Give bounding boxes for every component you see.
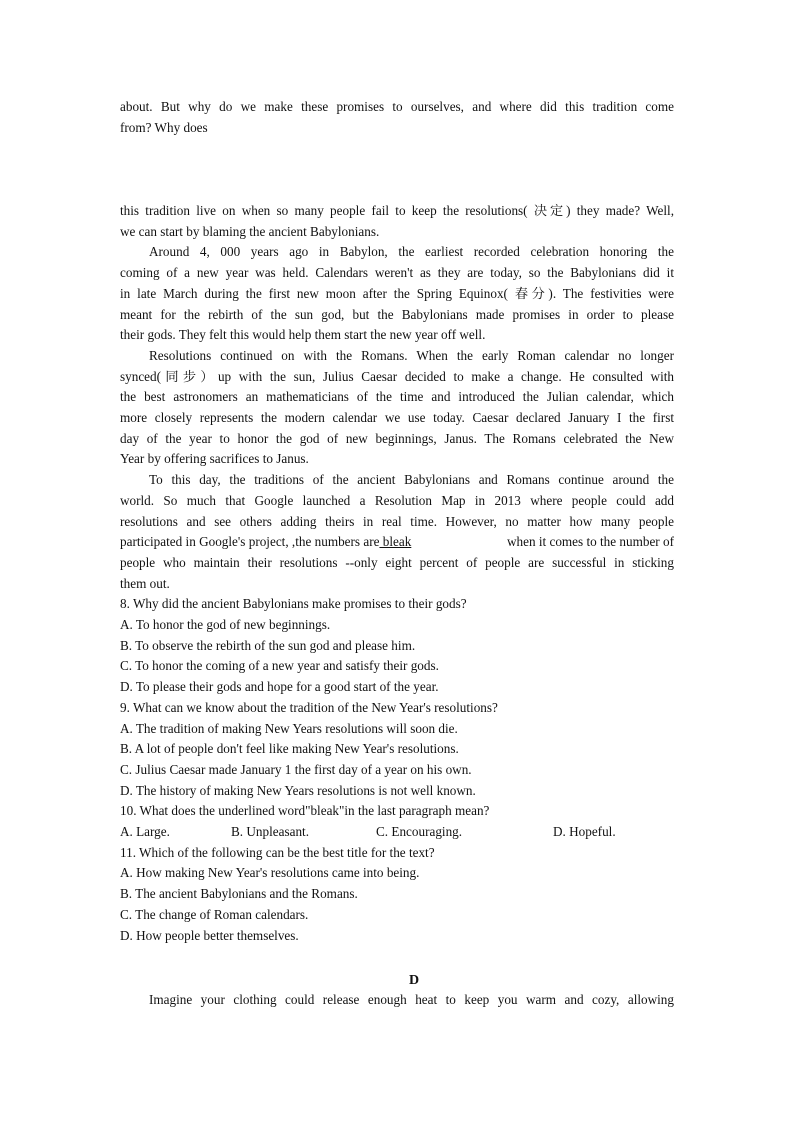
paragraph-2-line-6: Year by offering sacrifices to Janus. bbox=[120, 451, 309, 467]
intro-line-2: from? Why does bbox=[120, 120, 208, 135]
question-8-option-d: D. To please their gods and hope for a good start of the year. bbox=[120, 679, 439, 695]
question-11-option-a: A. How making New Year's resolutions came into being. bbox=[120, 865, 420, 881]
paragraph-3-line-6: them out. bbox=[120, 575, 170, 591]
question-11-option-b: B. The ancient Babylonians and the Romans. bbox=[120, 886, 358, 902]
paragraph-2-line-3: the best astronomers an mathematicians of the time and introduced the Julian calendar, which bbox=[120, 389, 674, 405]
paragraph-1-line-2: coming of a new year was held. Calendars weren't as they are today, so the Babylonians did it bbox=[120, 265, 674, 281]
paragraph-3-line-4 bbox=[120, 532, 674, 553]
paragraph-3-line-5: people who maintain their resolutions --only eight percent of people are successful in sticking bbox=[120, 554, 674, 570]
paragraph-3-line-3: resolutions and see others adding theirs in real time. However, no matter how many people bbox=[120, 513, 674, 529]
section-d-line-1: Imagine your clothing could release enough heat to keep you warm and cozy, allowing bbox=[149, 992, 674, 1007]
question-10-option-b: B. Unpleasant. bbox=[231, 824, 310, 839]
question-9-option-a: A. The tradition of making New Years resolutions will soon die. bbox=[120, 720, 458, 736]
paragraph-3-line-4-start: participated in Google's project, ,the numbers are bbox=[120, 534, 380, 550]
intro-line-4: we can start by blaming the ancient Babylonians. bbox=[120, 223, 380, 239]
paragraph-3-line-4-end: when it comes to the number of bbox=[506, 534, 674, 550]
paragraph-3-line-1: To this day, the traditions of the ancient Babylonians and Romans continue around the bbox=[149, 472, 674, 488]
paragraph-1-line-5: their gods. They felt this would help them start the new year off well. bbox=[120, 327, 486, 343]
paragraph-2-line-4: more closely represents the modern calendar we use today. Caesar declared January I the first bbox=[120, 410, 674, 425]
intro-line-3: this tradition live on when so many people fail to keep the resolutions( 决定) they made? Well, bbox=[120, 203, 674, 218]
paragraph-1-line-1: Around 4, 000 years ago in Babylon, the earliest recorded celebration honoring the bbox=[149, 244, 674, 260]
question-8-stem: 8. Why did the ancient Babylonians make promises to their gods? bbox=[120, 596, 467, 612]
paragraph-2-line-5: day of the year to honor the god of new beginnings, Janus. The Romans celebrated the New bbox=[120, 430, 674, 446]
paragraph-2-line-1: Resolutions continued on with the Romans. When the early Roman calendar no longer bbox=[149, 347, 674, 363]
question-9-option-c: C. Julius Caesar made January 1 the first day of a year on his own. bbox=[120, 761, 472, 777]
question-8-option-c: C. To honor the coming of a new year and satisfy their gods. bbox=[120, 658, 439, 674]
section-d-heading: D bbox=[408, 973, 420, 988]
paragraph-1-line-4: meant for the rebirth of the sun god, but the Babylonians made promises in order to please bbox=[120, 306, 674, 322]
question-9-stem: 9. What can we know about the tradition of the New Year's resolutions? bbox=[120, 699, 498, 715]
question-10-option-a: A. Large. bbox=[120, 824, 170, 839]
question-9-option-d: D. The history of making New Years resolutions is not well known. bbox=[120, 782, 476, 798]
question-10-options bbox=[120, 822, 674, 843]
intro-line-1: about. But why do we make these promises to ourselves, and where did this tradition come bbox=[120, 99, 674, 114]
question-8-option-b: B. To observe the rebirth of the sun god and please him. bbox=[120, 637, 416, 653]
underlined-word-bleak: bleak bbox=[379, 534, 412, 550]
question-10-option-c: C. Encouraging. bbox=[376, 824, 463, 839]
question-11-option-c: C. The change of Roman calendars. bbox=[120, 906, 309, 922]
question-10-option-d: D. Hopeful. bbox=[553, 824, 616, 839]
question-11-option-d: D. How people better themselves. bbox=[120, 927, 299, 943]
paragraph-1-line-3: in late March during the first new moon after the Spring Equinox( 春分). The festivities were bbox=[120, 285, 674, 301]
question-8-option-a: A. To honor the god of new beginnings. bbox=[120, 617, 331, 632]
question-11-stem: 11. Which of the following can be the best title for the text? bbox=[120, 844, 435, 860]
question-9-option-b: B. A lot of people don't feel like making New Year's resolutions. bbox=[120, 741, 459, 757]
paragraph-2-line-2: synced(同步）up with the sun, Julius Caesar decided to make a change. He consulted with bbox=[120, 368, 674, 384]
question-10-stem: 10. What does the underlined word"bleak"in the last paragraph mean? bbox=[120, 803, 490, 819]
paragraph-3-line-2: world. So much that Google launched a Resolution Map in 2013 where people could add bbox=[120, 492, 674, 508]
